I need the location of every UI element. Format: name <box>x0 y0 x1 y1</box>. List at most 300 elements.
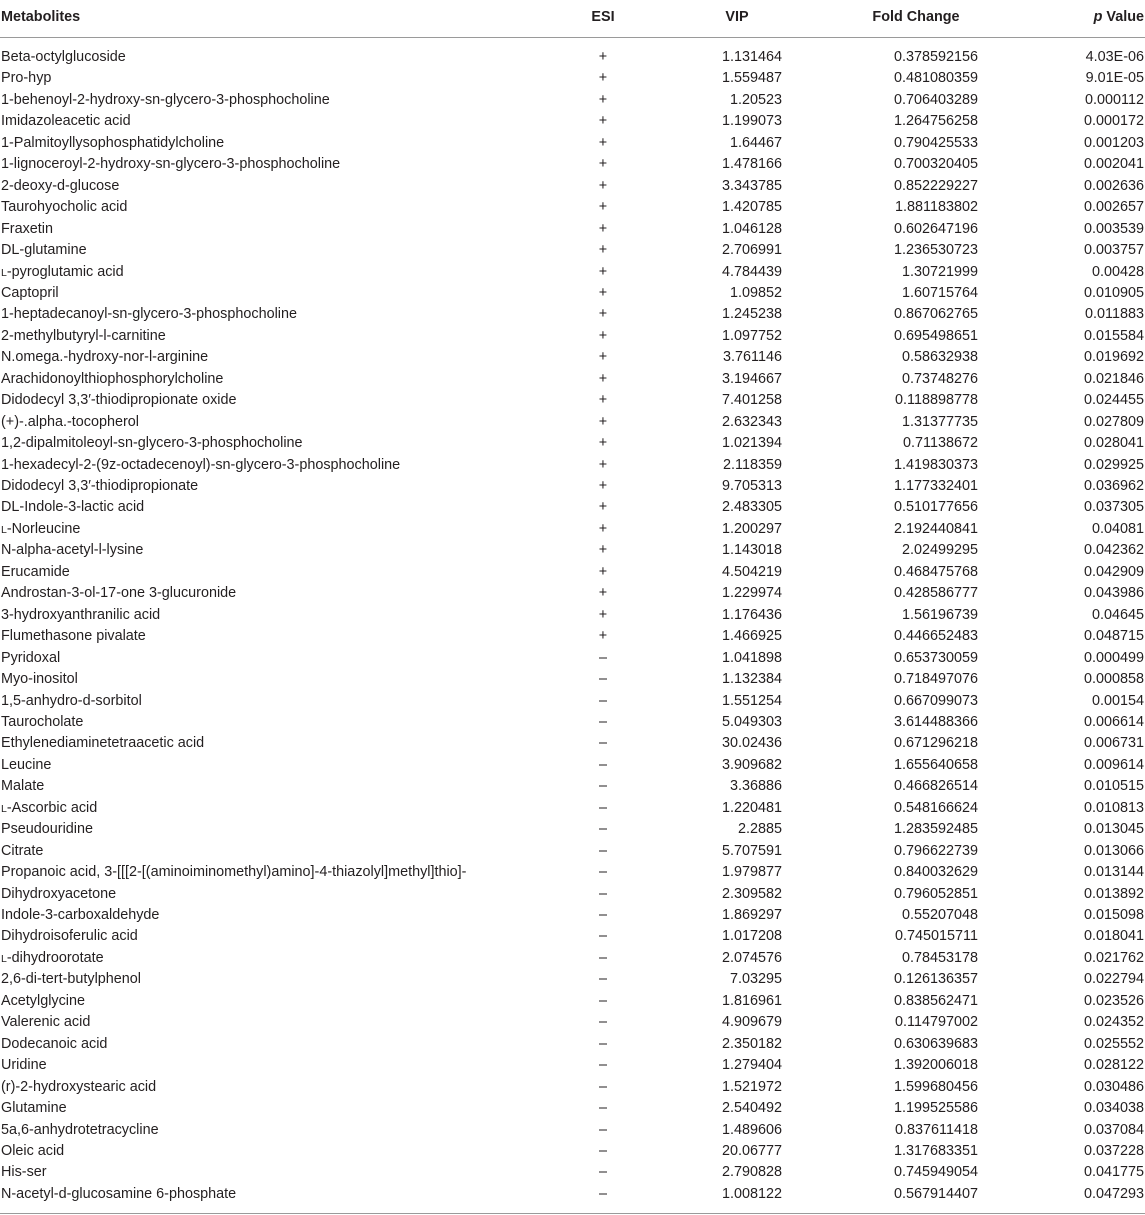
vip-value: 1.143018 <box>721 542 782 559</box>
esi-value: – <box>598 1142 607 1159</box>
metabolite-name <box>1 862 466 883</box>
metabolite-name <box>1 648 60 669</box>
vip-value: 7.03295 <box>729 971 782 988</box>
p-value: 0.006731 <box>1083 735 1144 752</box>
fold-change-value: 0.706403289 <box>893 91 978 108</box>
p-value: 0.003757 <box>1083 242 1144 259</box>
vip-value: 1.478166 <box>721 156 782 173</box>
vip-value: 1.046128 <box>721 220 782 237</box>
p-value: 0.043986 <box>1083 585 1144 602</box>
vip-value: 7.401258 <box>721 392 782 409</box>
table-row <box>0 47 1145 68</box>
metabolite-name-text: Captopril <box>1 284 59 301</box>
metabolite-name-text: Dihydroisoferulic acid <box>1 928 138 945</box>
metabolite-name <box>1 1012 90 1033</box>
metabolite-name <box>1 1098 67 1119</box>
metabolite-name <box>1 1120 159 1141</box>
vip-value: 1.279404 <box>721 1057 782 1074</box>
vip-value: 1.551254 <box>721 692 782 709</box>
fold-change-value: 1.317683351 <box>893 1142 978 1159</box>
p-value: 0.028122 <box>1083 1057 1144 1074</box>
table-row <box>0 669 1145 690</box>
table-row <box>0 733 1145 754</box>
p-value: 0.015098 <box>1083 907 1144 923</box>
fold-change-value: 0.745949054 <box>893 1164 978 1181</box>
metabolite-name-text: -Norleucine <box>6 520 81 537</box>
metabolite-name-text: 2-deoxy-d-glucose <box>1 177 120 194</box>
vip-value: 3.343785 <box>721 177 782 194</box>
header-esi: ESI <box>591 9 615 25</box>
metabolite-name <box>1 1184 236 1205</box>
table-row <box>0 519 1145 540</box>
vip-value: 1.420785 <box>721 199 782 216</box>
esi-value: + <box>598 156 608 173</box>
vip-value: 1.816961 <box>721 992 782 1009</box>
esi-value: – <box>598 1164 607 1181</box>
esi-value: – <box>598 671 607 688</box>
metabolite-name <box>1 390 237 411</box>
table-row <box>0 755 1145 776</box>
metabolite-name <box>1 884 116 905</box>
fold-change-value: 0.653730059 <box>893 649 978 666</box>
metabolite-name-text: Acetylglycine <box>1 992 85 1009</box>
metabolite-name <box>1 540 143 561</box>
metabolite-name <box>1 326 166 347</box>
fold-change-value: 0.378592156 <box>893 49 978 65</box>
fold-change-value: 0.602647196 <box>893 220 978 237</box>
fold-change-value: 1.60715764 <box>901 284 978 301</box>
vip-value: 1.132384 <box>721 671 782 688</box>
vip-value: 3.761146 <box>723 349 782 366</box>
vip-value: 1.466925 <box>721 628 782 645</box>
p-value: 0.030486 <box>1083 1078 1144 1095</box>
vip-value: 1.64467 <box>729 134 782 151</box>
p-value: 0.000112 <box>1085 91 1144 108</box>
metabolite-name-text: Indole-3-carboxaldehyde <box>1 907 160 923</box>
metabolite-name <box>1 905 159 926</box>
metabolite-name-text: 1,5-anhydro-d-sorbitol <box>1 692 142 709</box>
p-value: 0.010905 <box>1083 284 1144 301</box>
fold-change-value: 0.114797002 <box>895 1014 978 1031</box>
metabolite-name-text: Fraxetin <box>1 220 53 237</box>
esi-value: – <box>598 713 607 730</box>
metabolite-name-text: Myo-inositol <box>1 671 78 688</box>
vip-value: 1.021394 <box>721 435 782 452</box>
esi-value: + <box>598 499 608 516</box>
esi-value: – <box>598 842 607 859</box>
metabolite-name <box>1 497 144 518</box>
p-value: 0.002041 <box>1083 156 1144 173</box>
table-row <box>0 648 1145 669</box>
fold-change-value: 1.655640658 <box>893 756 978 773</box>
fold-change-value: 0.78453178 <box>901 949 978 966</box>
esi-value: – <box>598 799 607 816</box>
fold-change-value: 1.264756258 <box>893 113 978 130</box>
esi-value: + <box>598 242 608 259</box>
fold-change-value: 0.790425533 <box>893 134 978 151</box>
table-row <box>0 283 1145 304</box>
fold-change-value: 0.852229227 <box>893 177 978 194</box>
esi-value: + <box>598 49 608 65</box>
fold-change-value: 0.838562471 <box>893 992 978 1009</box>
table-row <box>0 1184 1145 1205</box>
fold-change-value: 0.671296218 <box>893 735 978 752</box>
p-value: 0.010813 <box>1083 799 1144 816</box>
metabolite-name <box>1 755 51 776</box>
esi-value: + <box>598 91 608 108</box>
fold-change-value: 0.428586777 <box>893 585 978 602</box>
metabolite-name-text: His-ser <box>1 1164 47 1181</box>
fold-change-value: 0.548166624 <box>893 799 978 816</box>
esi-value: – <box>598 864 607 881</box>
vip-value: 1.097752 <box>721 327 782 344</box>
metabolite-name-text: Malate <box>1 778 45 795</box>
metabolite-name <box>1 1162 47 1183</box>
vip-value: 3.909682 <box>721 756 782 773</box>
esi-value: + <box>598 113 608 130</box>
p-value: 0.04645 <box>1091 606 1144 623</box>
vip-value: 1.199073 <box>721 113 782 130</box>
metabolite-name <box>1 562 70 583</box>
header-vip: VIP <box>725 9 749 25</box>
header-p-value <box>1040 9 1144 25</box>
table-row <box>0 905 1145 926</box>
metabolite-name <box>1 626 146 647</box>
vip-value: 2.483305 <box>721 499 782 516</box>
table-row <box>0 433 1145 454</box>
table-row <box>0 455 1145 476</box>
vip-value: 1.869297 <box>721 907 782 923</box>
vip-value: 2.540492 <box>721 1100 782 1117</box>
p-value: 0.037084 <box>1083 1121 1144 1138</box>
metabolite-name-text: 1-heptadecanoyl-sn-glycero-3-phosphocholine <box>1 306 297 323</box>
metabolite-name-text: Flumethasone pivalate <box>1 628 146 645</box>
metabolite-name <box>1 669 78 690</box>
table-row <box>0 605 1145 626</box>
p-value: 0.024352 <box>1083 1014 1144 1031</box>
p-value: 0.041775 <box>1083 1164 1144 1181</box>
esi-value: + <box>598 585 608 602</box>
table-row <box>0 326 1145 347</box>
esi-value: + <box>598 606 608 623</box>
esi-value: – <box>598 821 607 838</box>
metabolite-name-text: Pro-hyp <box>1 70 52 87</box>
fold-change-value: 0.700320405 <box>893 156 978 173</box>
p-value: 0.021846 <box>1083 370 1144 387</box>
metabolite-name <box>1 776 44 797</box>
metabolite-name-text: Uridine <box>1 1057 47 1074</box>
table-bottom-rule <box>0 1213 1145 1214</box>
table-row <box>0 540 1145 561</box>
table-row <box>0 154 1145 175</box>
table-row <box>0 626 1145 647</box>
fold-change-value: 1.283592485 <box>893 821 978 838</box>
table-row <box>0 991 1145 1012</box>
p-value: 0.036962 <box>1083 478 1144 494</box>
p-value: 0.024455 <box>1083 392 1144 409</box>
vip-value: 2.632343 <box>721 413 782 430</box>
p-value: 0.013045 <box>1083 821 1144 838</box>
metabolite-name <box>1 347 208 368</box>
p-value: 0.002636 <box>1083 177 1144 194</box>
fold-change-value: 0.567914407 <box>893 1185 978 1202</box>
metabolite-name <box>1 283 59 304</box>
metabolite-name <box>1 304 297 325</box>
table-row <box>0 176 1145 197</box>
p-value: 0.028041 <box>1083 435 1144 452</box>
esi-value: + <box>598 327 608 344</box>
metabolite-name <box>1 412 139 433</box>
fold-change-value: 1.236530723 <box>893 242 978 259</box>
vip-value: 1.131464 <box>721 49 782 65</box>
metabolite-name-text: Didodecyl 3,3′-thiodipropionate oxide <box>1 392 237 409</box>
metabolite-name-text: 2,6-di-tert-butylphenol <box>1 971 141 988</box>
table-row <box>0 776 1145 797</box>
p-value: 0.000499 <box>1083 649 1144 666</box>
header-divider <box>0 37 1145 38</box>
esi-value: + <box>598 563 608 580</box>
metabolite-name-text: Erucamide <box>1 563 70 580</box>
p-value: 0.025552 <box>1083 1035 1144 1052</box>
header-p-rest: Value <box>1102 9 1144 25</box>
p-value: 0.009614 <box>1083 756 1144 773</box>
metabolite-name <box>1 476 198 497</box>
esi-value: + <box>598 134 608 151</box>
table-row <box>0 819 1145 840</box>
metabolite-name <box>1 841 43 862</box>
metabolite-name <box>1 1141 64 1162</box>
stereo-prefix: L <box>1 802 7 815</box>
esi-value: + <box>598 220 608 237</box>
fold-change-value: 0.718497076 <box>893 671 978 688</box>
metabolite-name <box>1 68 51 89</box>
p-value: 0.010515 <box>1083 778 1144 795</box>
esi-value: + <box>598 284 608 301</box>
fold-change-value: 1.31377735 <box>901 413 978 430</box>
p-value: 0.048715 <box>1083 628 1144 645</box>
table-row <box>0 1141 1145 1162</box>
fold-change-value: 0.695498651 <box>893 327 978 344</box>
fold-change-value: 0.796052851 <box>893 885 978 902</box>
esi-value: – <box>598 1035 607 1052</box>
esi-value: + <box>598 413 608 430</box>
esi-value: – <box>598 692 607 709</box>
p-value: 0.000858 <box>1083 671 1144 688</box>
vip-value: 1.220481 <box>721 799 782 816</box>
esi-value: – <box>598 735 607 752</box>
esi-value: – <box>598 949 607 966</box>
vip-value: 1.176436 <box>721 606 782 623</box>
vip-value: 4.909679 <box>721 1014 782 1031</box>
metabolite-name-text: 5a,6-anhydrotetracycline <box>1 1121 159 1138</box>
fold-change-value: 1.177332401 <box>893 478 978 494</box>
metabolite-name-text: Beta-octylglucoside <box>1 49 126 65</box>
p-value: 9.01E-05 <box>1085 70 1144 87</box>
fold-change-value: 0.867062765 <box>893 306 978 323</box>
esi-value: – <box>598 778 607 795</box>
metabolite-name <box>1 969 141 990</box>
p-value: 0.047293 <box>1083 1185 1144 1202</box>
p-value: 0.013892 <box>1083 885 1144 902</box>
table-row <box>0 369 1145 390</box>
metabolite-name-text: 1-Palmitoyllysophosphatidylcholine <box>1 134 225 151</box>
stereo-prefix: L <box>1 266 7 279</box>
esi-value: + <box>598 392 608 409</box>
p-value: 0.000172 <box>1083 113 1144 130</box>
metabolite-name <box>1 1055 47 1076</box>
fold-change-value: 1.56196739 <box>901 606 978 623</box>
fold-change-value: 1.199525586 <box>893 1100 978 1117</box>
vip-value: 20.06777 <box>721 1142 782 1159</box>
metabolite-name <box>1 712 83 733</box>
metabolite-name-text: DL-glutamine <box>1 242 87 259</box>
fold-change-value: 0.446652483 <box>893 628 978 645</box>
fold-change-value: 0.667099073 <box>893 692 978 709</box>
metabolite-name <box>1 991 85 1012</box>
p-value: 0.019692 <box>1083 349 1144 366</box>
vip-value: 1.008122 <box>721 1185 782 1202</box>
vip-value: 5.049303 <box>721 713 782 730</box>
vip-value: 2.074576 <box>721 949 782 966</box>
metabolite-name <box>1 219 53 240</box>
metabolite-name-text: Taurocholate <box>1 713 84 730</box>
esi-value: + <box>598 542 608 559</box>
esi-value: – <box>598 1121 607 1138</box>
table-row <box>0 111 1145 132</box>
fold-change-value: 0.510177656 <box>893 499 978 516</box>
table-row <box>0 497 1145 518</box>
header-p-italic: p <box>1093 9 1103 25</box>
table-row <box>0 1034 1145 1055</box>
p-value: 0.037305 <box>1083 499 1144 516</box>
fold-change-value: 0.73748276 <box>901 370 978 387</box>
metabolite-name-text: Imidazoleacetic acid <box>1 113 131 130</box>
metabolite-name-text: N-acetyl-d-glucosamine 6-phosphate <box>1 1185 237 1202</box>
p-value: 0.022794 <box>1083 971 1144 988</box>
p-value: 0.001203 <box>1083 134 1144 151</box>
table-row <box>0 948 1145 969</box>
metabolite-name <box>1 733 204 754</box>
metabolite-name-text: Glutamine <box>1 1100 67 1117</box>
metabolite-name-text: (r)-2-hydroxystearic acid <box>1 1078 157 1095</box>
table-row <box>0 1120 1145 1141</box>
p-value: 0.013144 <box>1083 864 1144 881</box>
table-row <box>0 1077 1145 1098</box>
p-value: 0.034038 <box>1083 1100 1144 1117</box>
table-header <box>0 0 1145 38</box>
metabolite-name-text: -pyroglutamic acid <box>6 263 124 280</box>
p-value: 0.027809 <box>1083 413 1144 430</box>
vip-value: 1.229974 <box>721 585 782 602</box>
metabolite-name <box>1 154 340 175</box>
esi-value: + <box>598 520 608 537</box>
fold-change-value: 0.630639683 <box>893 1035 978 1052</box>
metabolite-name <box>1 262 124 284</box>
metabolite-name-text: 3-hydroxyanthranilic acid <box>1 606 161 623</box>
esi-value: – <box>598 1057 607 1074</box>
table-row <box>0 412 1145 433</box>
esi-value: – <box>598 1014 607 1031</box>
esi-value: + <box>598 199 608 216</box>
table-row <box>0 1162 1145 1183</box>
fold-change-value: 0.745015711 <box>895 928 978 945</box>
p-value: 0.023526 <box>1083 992 1144 1009</box>
table-row <box>0 1012 1145 1033</box>
metabolite-name <box>1 1034 107 1055</box>
esi-value: – <box>598 1100 607 1117</box>
fold-change-value: 0.58632938 <box>901 349 978 366</box>
fold-change-value: 0.118898778 <box>895 392 978 409</box>
esi-value: – <box>598 992 607 1009</box>
table-row <box>0 583 1145 604</box>
table-row <box>0 691 1145 712</box>
header-fold-change: Fold Change <box>872 9 960 25</box>
p-value: 0.037228 <box>1083 1142 1144 1159</box>
metabolite-name <box>1 90 330 111</box>
stereo-prefix: L <box>1 952 7 965</box>
metabolite-name-text: Valerenic acid <box>1 1014 91 1031</box>
metabolite-name-text: Oleic acid <box>1 1142 65 1159</box>
p-value: 0.003539 <box>1083 220 1144 237</box>
metabolite-name-text: Pseudouridine <box>1 821 94 838</box>
table-row <box>0 798 1145 819</box>
metabolite-name <box>1 455 400 476</box>
vip-value: 5.707591 <box>721 842 782 859</box>
table-row <box>0 1055 1145 1076</box>
vip-value: 1.200297 <box>721 520 782 537</box>
metabolite-name <box>1 583 236 604</box>
metabolite-name-text: 1-behenoyl-2-hydroxy-sn-glycero-3-phosphocholine <box>1 91 330 108</box>
p-value: 0.042362 <box>1083 542 1144 559</box>
fold-change-value: 1.419830373 <box>893 456 978 473</box>
metabolite-name-text: Ethylenediaminetetraacetic acid <box>1 735 205 752</box>
metabolite-name <box>1 240 87 261</box>
table-row <box>0 884 1145 905</box>
metabolite-name <box>1 948 104 970</box>
p-value: 0.00428 <box>1091 263 1144 280</box>
metabolite-name <box>1 47 126 68</box>
vip-value: 1.20523 <box>729 91 782 108</box>
esi-value: + <box>598 349 608 366</box>
metabolite-name-text: Dodecanoic acid <box>1 1035 108 1052</box>
esi-value: – <box>598 885 607 902</box>
metabolite-name-text: Propanoic acid, 3-[[[2-[(aminoiminomethyl)amino]-4-thiazolyl]methyl]thio]- <box>1 864 467 881</box>
metabolite-name-text: -Ascorbic acid <box>6 799 98 816</box>
p-value: 0.04081 <box>1091 520 1144 537</box>
vip-value: 2.706991 <box>721 242 782 259</box>
metabolite-name <box>1 691 142 712</box>
fold-change-value: 0.126136357 <box>893 971 978 988</box>
fold-change-value: 1.392006018 <box>893 1057 978 1074</box>
fold-change-value: 0.466826514 <box>893 778 978 795</box>
table-row <box>0 562 1145 583</box>
p-value: 0.042909 <box>1083 563 1144 580</box>
table-row <box>0 68 1145 89</box>
fold-change-value: 0.837611418 <box>895 1121 978 1138</box>
vip-value: 30.02436 <box>721 735 782 752</box>
table-row <box>0 926 1145 947</box>
table-row <box>0 240 1145 261</box>
table-row <box>0 197 1145 218</box>
metabolite-name <box>1 133 224 154</box>
vip-value: 1.559487 <box>721 70 782 87</box>
vip-value: 1.245238 <box>721 306 782 323</box>
fold-change-value: 1.599680456 <box>893 1078 978 1095</box>
metabolite-name-text: Citrate <box>1 842 44 859</box>
esi-value: – <box>598 907 607 923</box>
vip-value: 1.979877 <box>721 864 782 881</box>
vip-value: 1.489606 <box>721 1121 782 1138</box>
